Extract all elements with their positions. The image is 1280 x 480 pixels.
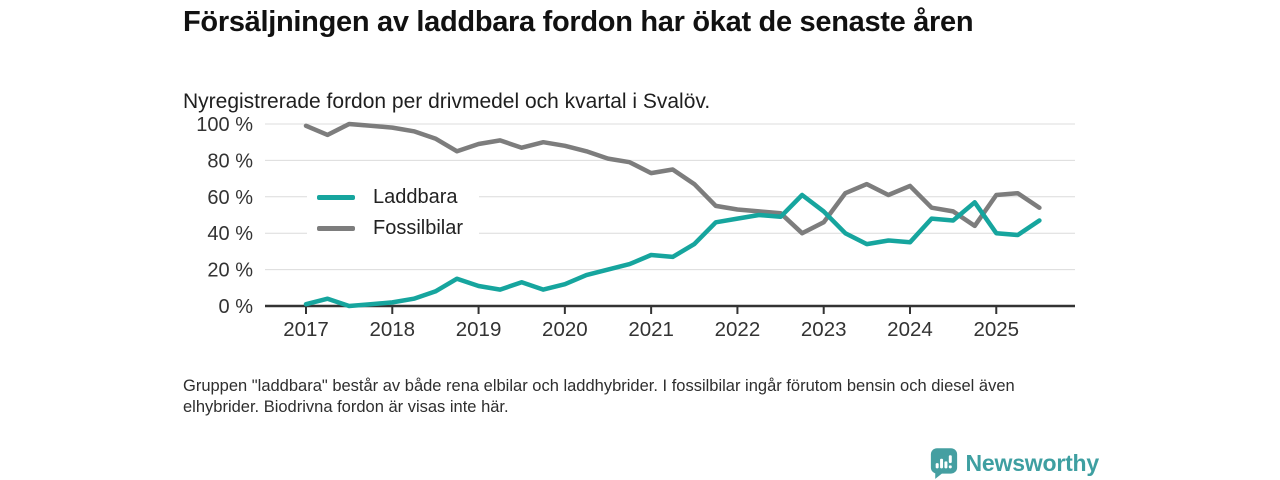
bar-chart-bubble-icon [930, 447, 958, 480]
svg-text:60 %: 60 % [207, 186, 253, 209]
legend-item-laddbara [317, 185, 463, 209]
svg-text:2022: 2022 [714, 318, 761, 341]
svg-text:100 %: 100 % [196, 114, 253, 136]
svg-text:2020: 2020 [542, 318, 588, 341]
page-subtitle: Nyregistrerade fordon per drivmedel och kvartal i Svalöv. [183, 90, 711, 113]
fossilbilar-swatch [317, 226, 355, 231]
fossilbilar-legend-label: Fossilbilar [373, 216, 464, 239]
newsworthy-wordmark: Newsworthy [965, 450, 1099, 476]
legend [307, 180, 479, 245]
svg-text:2019: 2019 [455, 318, 502, 341]
svg-text:2021: 2021 [628, 318, 674, 341]
svg-text:2023: 2023 [800, 318, 847, 341]
svg-text:2024: 2024 [887, 318, 933, 341]
laddbara-swatch [317, 195, 355, 200]
y-axis-labels [196, 114, 253, 318]
svg-text:0 %: 0 % [218, 296, 253, 318]
x-axis-ticks [306, 307, 996, 314]
svg-text:40 %: 40 % [207, 223, 253, 246]
footnote: Gruppen "laddbara" består av både rena elbilar och laddhybrider. I fossilbilar ingår förutom bensin och diesel även elhybrider. Biodrivna fordon är visas inte här. [183, 377, 1015, 417]
svg-text:20 %: 20 % [207, 259, 253, 282]
svg-text:2017: 2017 [283, 318, 329, 341]
newsworthy-logo[interactable] [930, 447, 1099, 480]
x-axis-labels [283, 318, 1019, 341]
svg-text:2018: 2018 [369, 318, 416, 341]
svg-text:2025: 2025 [973, 318, 1020, 341]
legend-item-fossilbilar [317, 216, 463, 240]
page-title: Försäljningen av laddbara fordon har ökat de senaste åren [183, 6, 974, 38]
svg-text:80 %: 80 % [207, 150, 253, 173]
laddbara-legend-label: Laddbara [373, 185, 458, 208]
